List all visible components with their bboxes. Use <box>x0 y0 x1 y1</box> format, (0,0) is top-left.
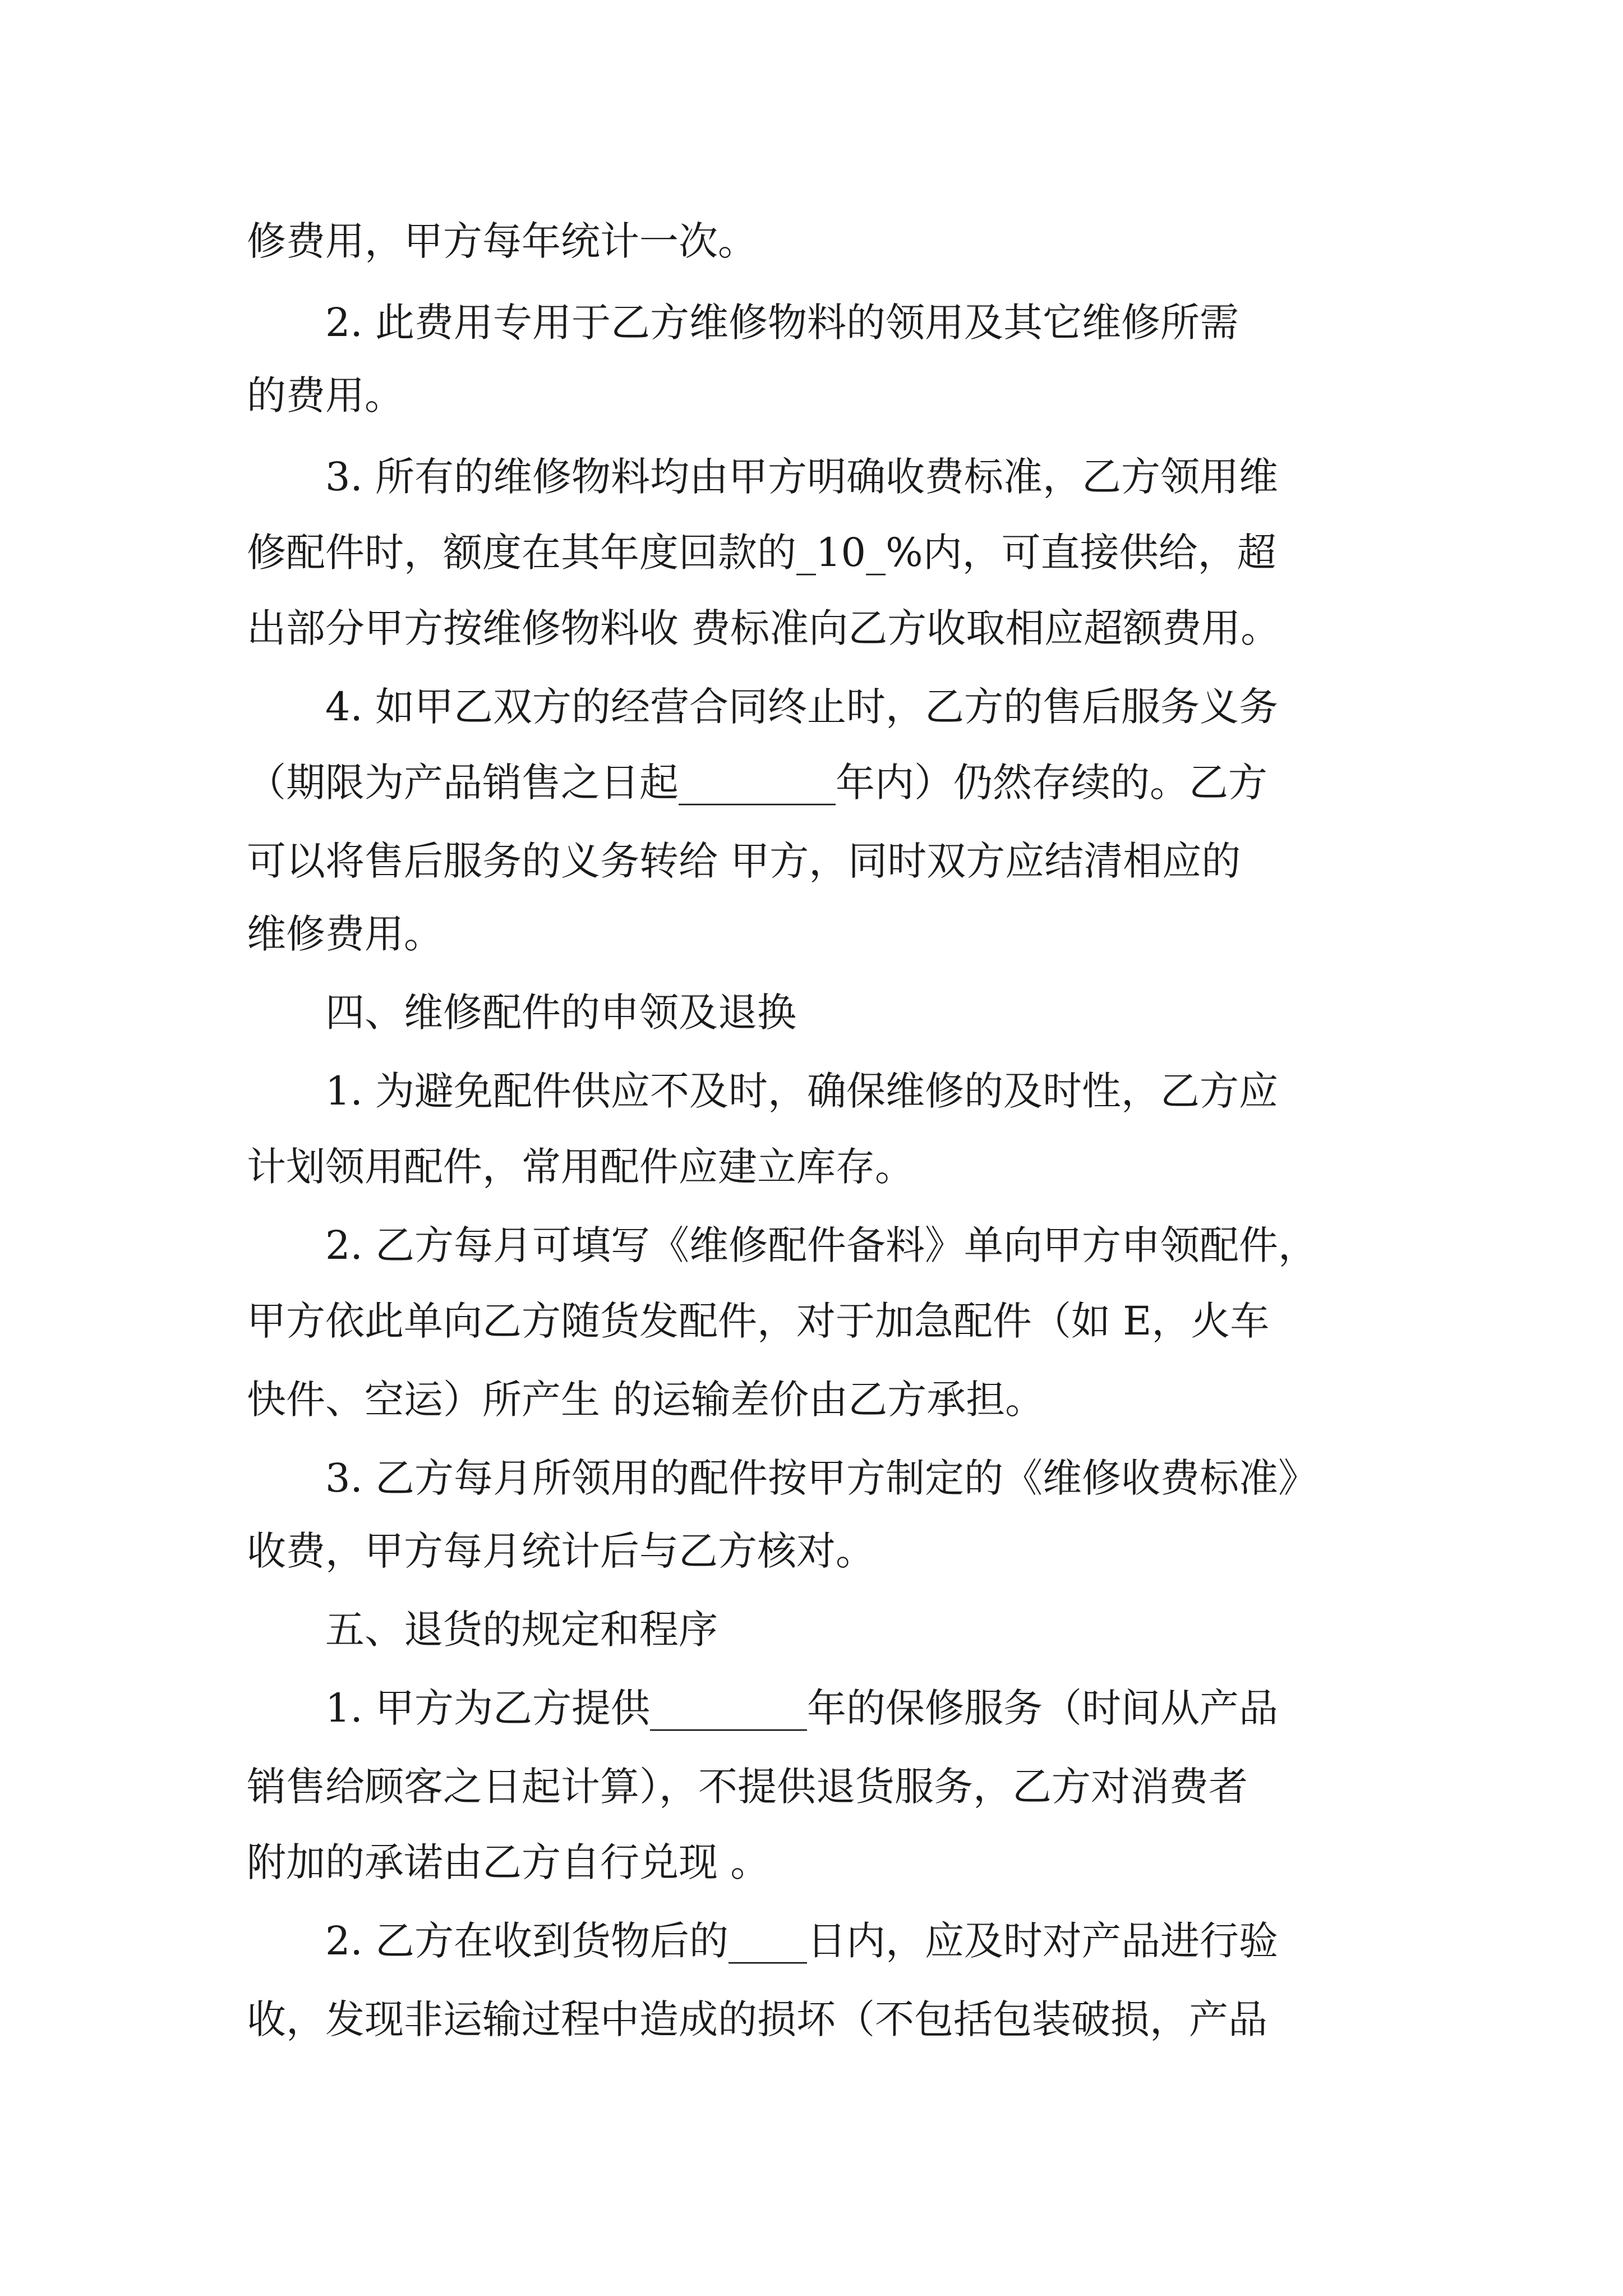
body-text-line: 快件、空运）所产生 的运输差价由乙方承担。 <box>247 1377 1045 1423</box>
body-text-line: （期限为产品销售之日起________年内）仍然存续的。乙方 <box>247 760 1267 806</box>
section-heading: 四、维修配件的申领及退换 <box>325 990 796 1036</box>
clause-item: 4. 如甲乙双方的经营合同终止时，乙方的售后服务义务 <box>325 684 1279 730</box>
body-text-line: 销售给顾客之日起计算），不提供退货服务，乙方对消费者 <box>247 1764 1248 1810</box>
body-text-line: 附加的承诺由乙方自行兑现 。 <box>247 1839 770 1885</box>
clause-item: 2. 此费用专用于乙方维修物料的领用及其它维修所需 <box>325 300 1239 346</box>
body-text-line: 维修费用。 <box>247 911 443 957</box>
body-text-line: 可以将售后服务的义务转给 甲方，同时双方应结清相应的 <box>247 838 1241 884</box>
body-text-line: 计划领用配件，常用配件应建立库存。 <box>247 1144 914 1190</box>
clause-item: 3. 所有的维修物料均由甲方明确收费标准，乙方领用维 <box>325 454 1279 500</box>
clause-item: 2. 乙方每月可填写《维修配件备料》单向甲方申领配件， <box>325 1222 1318 1268</box>
body-text-line: 甲方依此单向乙方随货发配件，对于加急配件（如 E，火车 <box>247 1298 1270 1344</box>
section-heading: 五、退货的规定和程序 <box>325 1607 718 1653</box>
clause-item: 1. 为避免配件供应不及时，确保维修的及时性，乙方应 <box>325 1068 1279 1114</box>
clause-item: 1. 甲方为乙方提供________年的保修服务（时间从产品 <box>325 1685 1279 1731</box>
clause-item: 2. 乙方在收到货物后的____日内，应及时对产品进行验 <box>325 1918 1279 1964</box>
body-text-line: 收，发现非运输过程中造成的损坏（不包括包装破损，产品 <box>247 1996 1267 2042</box>
body-text-line: 修费用，甲方每年统计一次。 <box>247 218 757 264</box>
body-text-line: 出部分甲方按维修物料收 费标准向乙方收取相应超额费用。 <box>247 605 1280 651</box>
body-text-line: 修配件时，额度在其年度回款的_10_%内，可直接供给，超 <box>247 530 1276 576</box>
body-text-line: 收费，甲方每月统计后与乙方核对。 <box>247 1528 875 1574</box>
clause-item: 3. 乙方每月所领用的配件按甲方制定的《维修收费标准》 <box>325 1455 1318 1501</box>
body-text-line: 的费用。 <box>247 372 404 418</box>
